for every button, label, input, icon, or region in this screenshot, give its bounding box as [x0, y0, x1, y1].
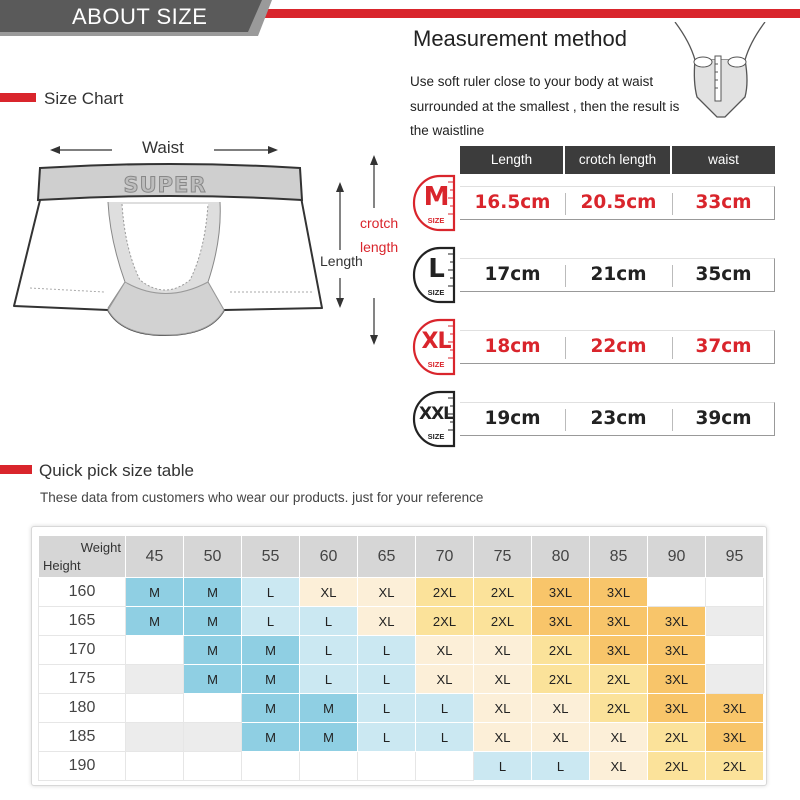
size-cell: M	[126, 578, 184, 607]
table-row	[39, 665, 764, 694]
size-cell: 3XL	[706, 723, 764, 752]
size-cell: M	[184, 578, 242, 607]
size-cell: XL	[474, 694, 532, 723]
empty-cell	[706, 665, 764, 694]
empty-cell	[126, 723, 184, 752]
size-chart-bar	[0, 93, 36, 102]
xl-crotch: 22cm	[590, 336, 647, 357]
size-cell: M	[242, 694, 300, 723]
size-letter-l: L	[428, 254, 444, 284]
empty-cell	[184, 752, 242, 781]
size-cell: XL	[590, 752, 648, 781]
col-header-crotch: crotch length	[565, 146, 670, 174]
size-cell: M	[242, 665, 300, 694]
size-cell: L	[532, 752, 590, 781]
size-cell: 2XL	[590, 694, 648, 723]
empty-cell	[126, 636, 184, 665]
size-cell: 2XL	[474, 578, 532, 607]
height-cell: 160	[39, 578, 126, 607]
weight-header: 85	[590, 536, 648, 578]
measuring-figure	[665, 22, 775, 122]
divider	[672, 337, 673, 359]
size-table	[38, 535, 764, 781]
size-cell: XL	[300, 578, 358, 607]
weight-header: 55	[242, 536, 300, 578]
size-cell: L	[474, 752, 532, 781]
xxl-length: 19cm	[484, 408, 541, 429]
size-cell: 2XL	[532, 636, 590, 665]
xxl-crotch: 23cm	[590, 408, 647, 429]
weight-header: 50	[184, 536, 242, 578]
size-cell: M	[300, 723, 358, 752]
weight-header: 75	[474, 536, 532, 578]
size-word-xxl: SIZE	[427, 432, 445, 441]
size-cell: 3XL	[532, 607, 590, 636]
m-waist: 33cm	[695, 192, 752, 213]
size-cell: M	[184, 636, 242, 665]
size-cell: XL	[416, 636, 474, 665]
size-cell: L	[358, 723, 416, 752]
size-badge-l	[412, 244, 460, 306]
size-cell: M	[184, 607, 242, 636]
size-cell: 3XL	[648, 665, 706, 694]
size-letter-m: M	[423, 182, 449, 212]
measurement-title: Measurement method	[413, 26, 627, 51]
band-logo: SUPER	[123, 173, 207, 197]
quick-pick-subtitle: These data from customers who wear our products. just for your reference	[40, 490, 484, 505]
col-header-waist: waist	[672, 146, 775, 174]
size-cell: L	[416, 723, 474, 752]
size-cell: XL	[474, 665, 532, 694]
xxl-waist: 39cm	[695, 408, 752, 429]
divider	[672, 193, 673, 215]
empty-cell	[648, 578, 706, 607]
size-badge-m	[412, 172, 460, 234]
size-cell: 3XL	[648, 607, 706, 636]
size-badge-xl	[412, 316, 460, 378]
size-letter-xl: XL	[421, 329, 451, 354]
size-word-xl: SIZE	[427, 360, 445, 369]
size-cell: XL	[474, 636, 532, 665]
l-crotch: 21cm	[590, 264, 647, 285]
header-red-line	[230, 9, 800, 18]
divider	[565, 337, 566, 359]
size-cell: L	[358, 636, 416, 665]
empty-cell	[184, 694, 242, 723]
size-cell: M	[300, 694, 358, 723]
size-cell: 2XL	[590, 665, 648, 694]
size-cell: 3XL	[648, 694, 706, 723]
size-cell: 3XL	[590, 607, 648, 636]
length-label: Length	[320, 253, 363, 269]
table-row	[39, 636, 764, 665]
corner-weight: Weight	[80, 540, 121, 555]
size-letter-xxl: XXL	[418, 404, 454, 424]
size-cell: L	[242, 607, 300, 636]
empty-cell	[706, 578, 764, 607]
size-cell: 2XL	[532, 665, 590, 694]
size-cell: L	[242, 578, 300, 607]
table-row	[39, 752, 764, 781]
size-cell: XL	[416, 665, 474, 694]
xl-length: 18cm	[484, 336, 541, 357]
size-cell: L	[300, 665, 358, 694]
weight-header: 95	[706, 536, 764, 578]
table-row	[39, 607, 764, 636]
quick-pick-heading: Quick pick size table	[39, 461, 194, 480]
page-title: ABOUT SIZE	[72, 4, 208, 29]
empty-cell	[416, 752, 474, 781]
divider	[565, 265, 566, 287]
weight-header: 90	[648, 536, 706, 578]
quick-pick-bar	[0, 465, 32, 474]
table-corner	[39, 536, 126, 578]
size-cell: M	[242, 636, 300, 665]
weight-header: 65	[358, 536, 416, 578]
size-cell: XL	[532, 723, 590, 752]
size-cell: M	[242, 723, 300, 752]
size-cell: M	[126, 607, 184, 636]
size-cell: 2XL	[706, 752, 764, 781]
divider	[672, 409, 673, 431]
table-row	[39, 578, 764, 607]
table-row	[39, 694, 764, 723]
height-cell: 180	[39, 694, 126, 723]
size-cell: 2XL	[416, 607, 474, 636]
size-cell: XL	[590, 723, 648, 752]
m-length: 16.5cm	[474, 192, 551, 213]
size-cell: XL	[358, 607, 416, 636]
empty-cell	[126, 694, 184, 723]
height-cell: 170	[39, 636, 126, 665]
height-cell: 190	[39, 752, 126, 781]
header-tab	[0, 0, 272, 36]
weight-header-row	[39, 536, 764, 578]
size-word-l: SIZE	[427, 288, 445, 297]
size-cell: 2XL	[648, 752, 706, 781]
size-cell: L	[300, 607, 358, 636]
measurement-description: Use soft ruler close to your body at waist surrounded at the smallest , then the result is the waistline	[410, 74, 680, 138]
size-cell: 2XL	[416, 578, 474, 607]
size-word-m: SIZE	[427, 216, 445, 225]
size-cell: 2XL	[474, 607, 532, 636]
height-cell: 165	[39, 607, 126, 636]
empty-cell	[126, 752, 184, 781]
crotch-label-2: length	[360, 239, 399, 255]
empty-cell	[126, 665, 184, 694]
underwear-illustration	[0, 130, 410, 360]
empty-cell	[358, 752, 416, 781]
size-cell: XL	[532, 694, 590, 723]
size-cell: 3XL	[706, 694, 764, 723]
underwear-diagram	[0, 130, 410, 360]
height-cell: 185	[39, 723, 126, 752]
size-cell: XL	[358, 578, 416, 607]
crotch-label-1: crotch	[360, 215, 399, 231]
weight-header: 60	[300, 536, 358, 578]
l-length: 17cm	[484, 264, 541, 285]
size-cell: 3XL	[648, 636, 706, 665]
corner-height: Height	[43, 558, 81, 573]
col-header-length: Length	[460, 146, 563, 174]
empty-cell	[706, 636, 764, 665]
xl-waist: 37cm	[695, 336, 752, 357]
divider	[565, 409, 566, 431]
empty-cell	[706, 607, 764, 636]
table-row	[39, 723, 764, 752]
size-cell: XL	[474, 723, 532, 752]
size-cell: L	[300, 636, 358, 665]
empty-cell	[242, 752, 300, 781]
size-cell: M	[184, 665, 242, 694]
empty-cell	[184, 723, 242, 752]
size-cell: 3XL	[590, 578, 648, 607]
divider	[565, 193, 566, 215]
size-cell: L	[358, 694, 416, 723]
size-cell: 2XL	[648, 723, 706, 752]
height-cell: 175	[39, 665, 126, 694]
size-cell: L	[358, 665, 416, 694]
size-badge-xxl	[412, 388, 460, 450]
m-crotch: 20.5cm	[580, 192, 657, 213]
weight-header: 70	[416, 536, 474, 578]
size-chart-heading: Size Chart	[44, 89, 124, 108]
size-cell: 3XL	[590, 636, 648, 665]
waist-label: Waist	[142, 138, 184, 157]
weight-header: 45	[126, 536, 184, 578]
weight-header: 80	[532, 536, 590, 578]
divider	[672, 265, 673, 287]
empty-cell	[300, 752, 358, 781]
size-cell: L	[416, 694, 474, 723]
l-waist: 35cm	[695, 264, 752, 285]
size-cell: 3XL	[532, 578, 590, 607]
